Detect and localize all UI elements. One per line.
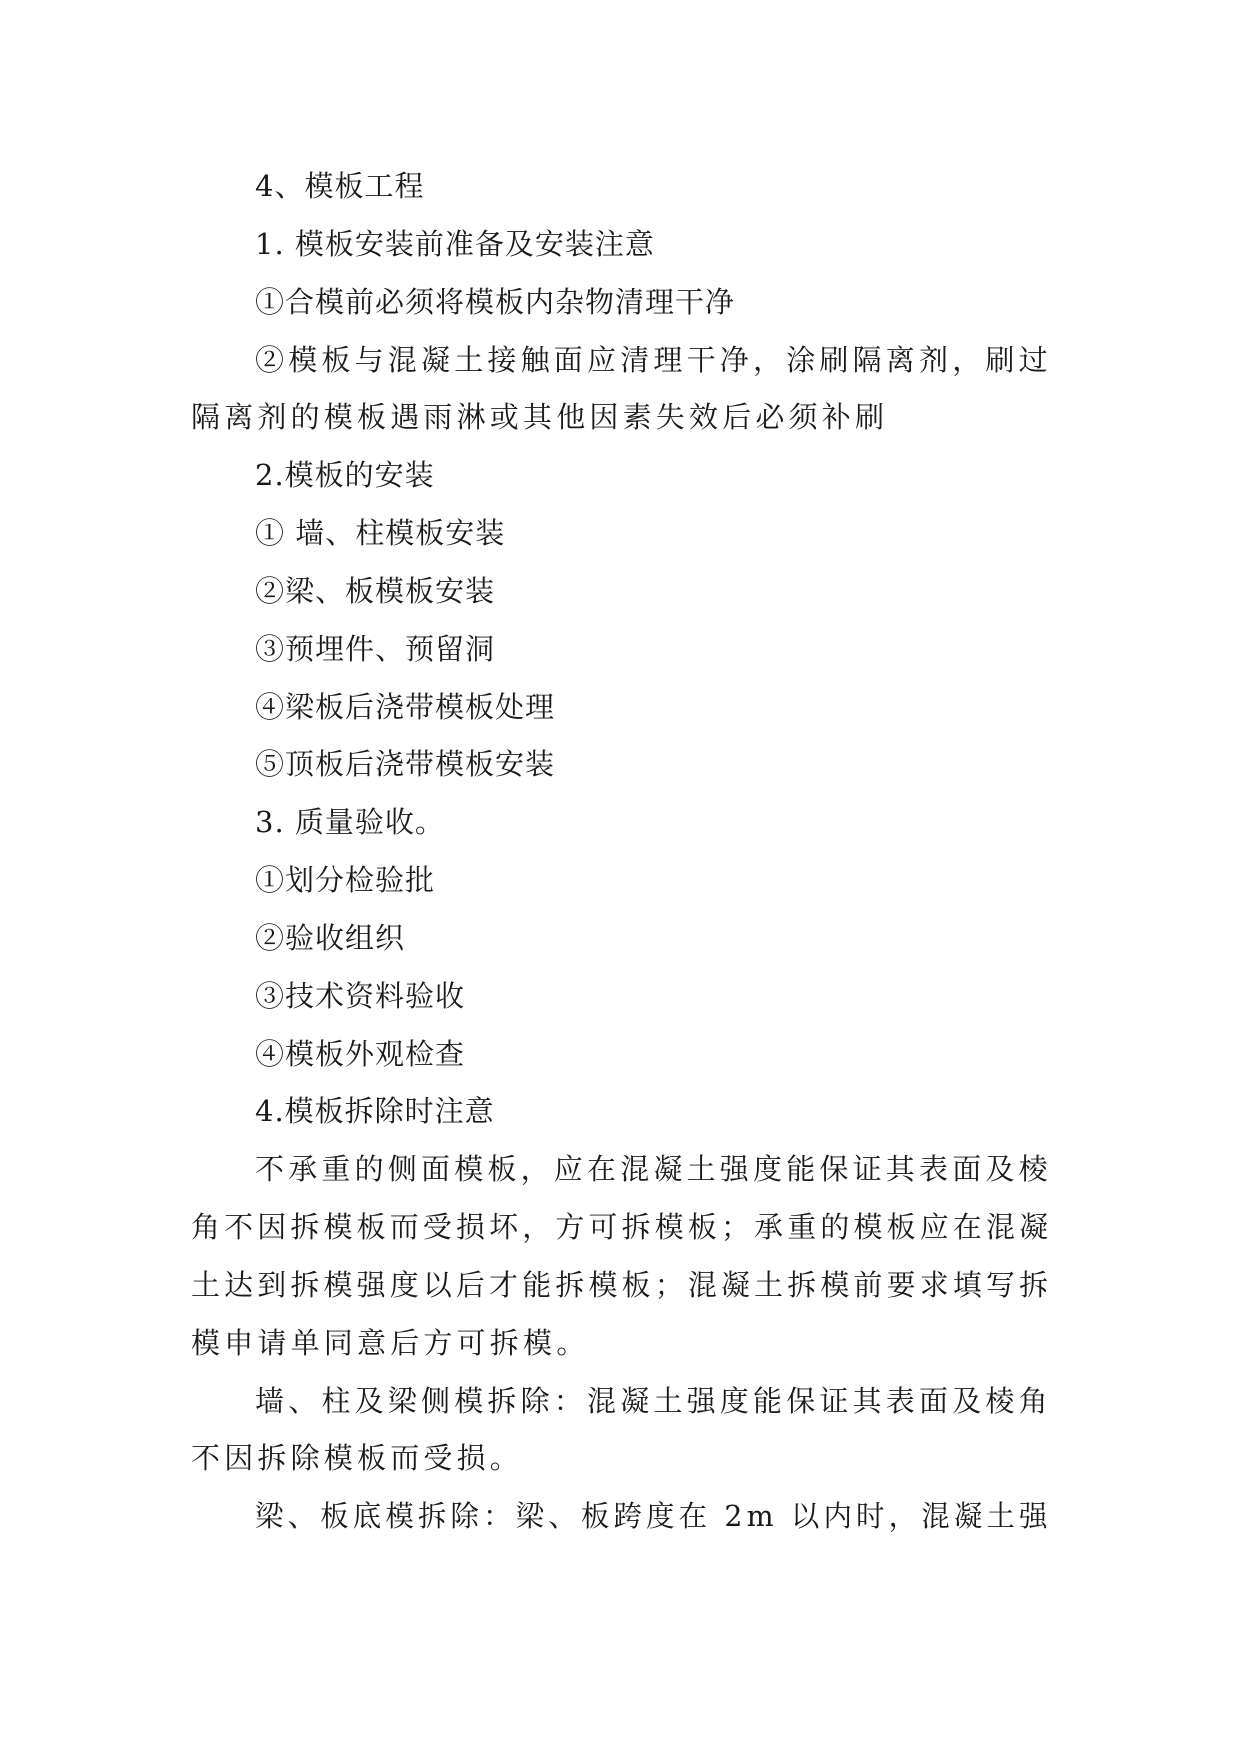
paragraph-line: 不承重的侧面模板，应在混凝土强度能保证其表面及棱 [255, 1152, 1052, 1186]
paragraph-line: 梁、板底模拆除：梁、板跨度在 2m 以内时，混凝土强 [255, 1499, 1052, 1533]
list-item: ②梁、板模板安装 [255, 574, 496, 608]
list-item: ③预埋件、预留洞 [255, 632, 496, 666]
paragraph-line: 不因拆除模板而受损。 [191, 1441, 524, 1475]
subsection-heading: 3. 质量验收。 [255, 805, 445, 839]
list-item: ① 墙、柱模板安装 [255, 516, 506, 550]
paragraph-line: 模申请单同意后方可拆模。 [191, 1326, 590, 1360]
subsection-heading: 2.模板的安装 [255, 458, 435, 492]
list-item: ①划分检验批 [255, 863, 436, 897]
list-item: ④梁板后浇带模板处理 [255, 690, 556, 724]
paragraph-line: 隔离剂的模板遇雨淋或其他因素失效后必须补刷 [191, 400, 889, 434]
list-item: ④模板外观检查 [255, 1037, 466, 1071]
paragraph-line: 墙、柱及梁侧模拆除：混凝土强度能保证其表面及棱角 [255, 1384, 1052, 1418]
section-heading: 4、模板工程 [255, 169, 425, 203]
paragraph-line: 土达到拆模强度以后才能拆模板；混凝土拆模前要求填写拆 [191, 1268, 1053, 1302]
paragraph-line: ②模板与混凝土接触面应清理干净，涂刷隔离剂，刷过 [255, 343, 1052, 377]
paragraph-line: 角不因拆模板而受损坏，方可拆模板；承重的模板应在混凝 [191, 1210, 1053, 1244]
subsection-heading: 4.模板拆除时注意 [255, 1094, 495, 1128]
subsection-heading: 1. 模板安装前准备及安装注意 [255, 227, 655, 261]
list-item: ②验收组织 [255, 921, 406, 955]
list-item: ⑤顶板后浇带模板安装 [255, 747, 556, 781]
list-item: ③技术资料验收 [255, 979, 466, 1013]
list-item: ①合模前必须将模板内杂物清理干净 [255, 285, 736, 319]
